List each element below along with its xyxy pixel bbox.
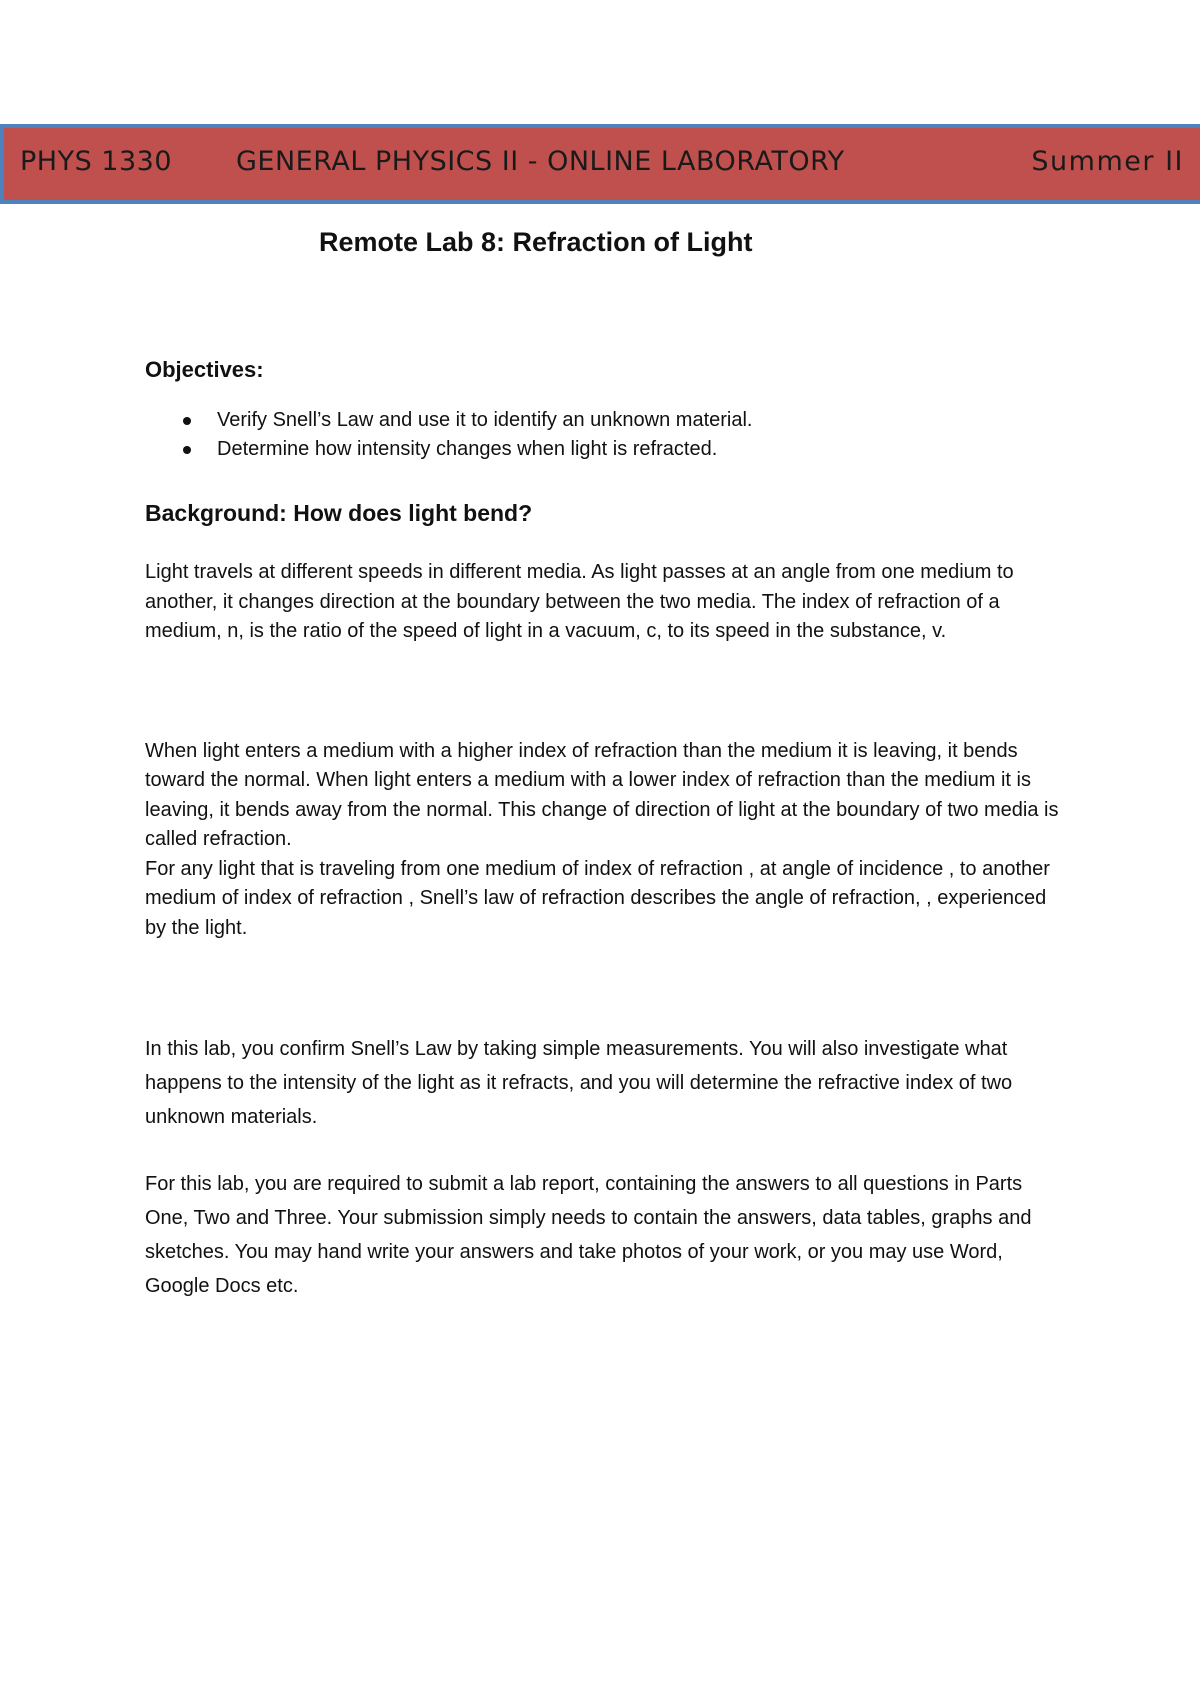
paragraph: Light travels at different speeds in different media. As light passes at an angle from one medium to another, it changes direction at the boundary between the two media. The index of refraction of a medium, n, is the ratio of the speed of light in a vacuum, c, to its speed in the substance, v. <box>145 561 1014 642</box>
paragraph: For any light that is traveling from one medium of index of refraction , at angle of incidence , to another medium of index of refraction , Snell’s law of refraction describes the angle of refraction, , experienced by the light. <box>145 857 1050 939</box>
objective-text: Verify Snell’s Law and use it to identify an unknown material. <box>217 409 753 431</box>
bullet-icon <box>183 446 191 454</box>
list-item <box>145 435 1065 464</box>
document-body <box>145 224 1065 1303</box>
header-bar <box>0 124 1200 204</box>
background-heading: Background: How does light bend? <box>145 500 533 526</box>
course-code: PHYS 1330 <box>20 146 173 177</box>
objectives-heading: Objectives: <box>145 357 264 382</box>
objective-text: Determine how intensity changes when light is refracted. <box>217 438 718 460</box>
bullet-icon <box>183 417 191 425</box>
list-item <box>145 406 1065 435</box>
paragraph: For this lab, you are required to submit a lab report, containing the answers to all questions in Parts One, Two and Three. Your submission simply needs to contain the answers, data tables, graphs and sketches. You may hand write your answers and take photos of your work, or you may use Word, Google Docs etc. <box>145 1173 1032 1297</box>
objectives-list <box>145 406 1065 464</box>
course-title: GENERAL PHYSICS II - ONLINE LABORATORY <box>236 146 845 177</box>
course-term: Summer II <box>1031 146 1184 177</box>
paragraph: When light enters a medium with a higher index of refraction than the medium it is leaving, it bends toward the normal. When light enters a medium with a lower index of refraction than the medium it is leaving, it bends away from the normal. This change of direction of light at the boundary of two media is called refraction. <box>145 739 1059 850</box>
page-title: Remote Lab 8: Refraction of Light <box>319 227 753 257</box>
paragraph: In this lab, you confirm Snell’s Law by taking simple measurements. You will also investigate what happens to the intensity of the light as it refracts, and you will determine the refractive index of two unknown materials. <box>145 1038 1013 1128</box>
